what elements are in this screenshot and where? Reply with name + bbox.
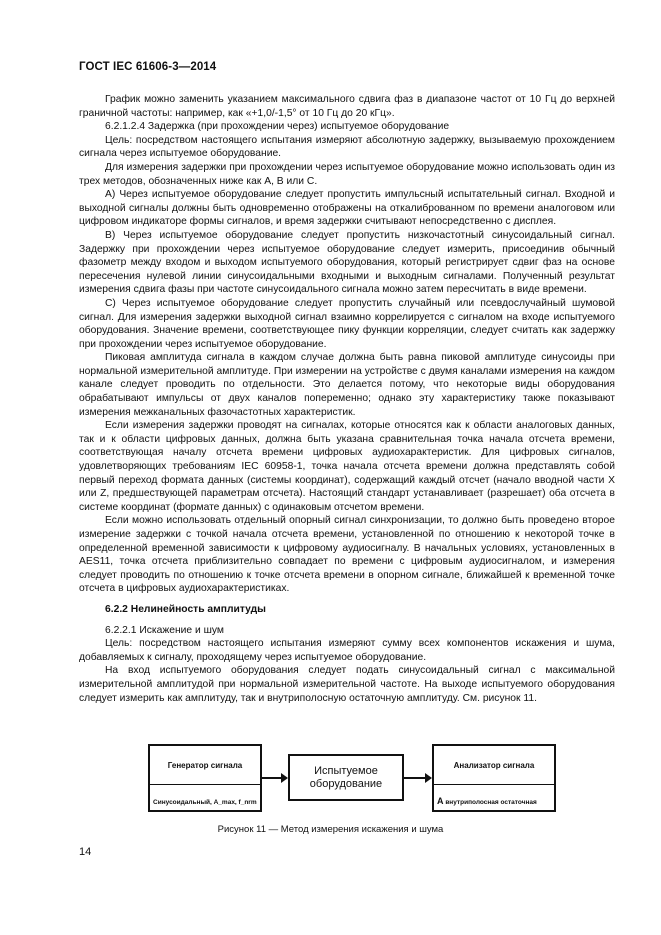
signal-generator-box — [148, 744, 262, 812]
paragraph: График можно заменить указанием максимального сдвига фаз в диапазоне частот от 10 Гц до верхней граничной частоты: например, как «+1,0/-1,5° от 10 Гц до 20 кГц». — [79, 94, 615, 119]
subsection-title: 6.2.2.1 Искажение и шум — [105, 624, 224, 636]
figure-caption: Рисунок 11 — Метод измерения искажения и шума — [217, 824, 444, 835]
paragraph: С) Через испытуемое оборудование следует пропустить случайный или псевдослучайный шумовой сигнал. Для измерения задержки выходной сигнал взаимно коррелируется с сигналом на входе испытуемого оборудования. Значение времени, соответствующее пику функции корреляции, следует считать как задержку при прохождении через испытуемое оборудование. — [79, 297, 615, 350]
section-heading: 6.2.2 Нелинейность амплитуды — [105, 603, 266, 615]
generator-output-label — [153, 799, 258, 806]
analyzer-measure-text: внутриполосная остаточная — [445, 799, 537, 806]
paragraph: Если измерения задержки проводят на сигналах, которые относятся как к области аналоговых данных, так и к области цифровых данных, должна быть указана сравнительная точка начала отсчета времени, соответствующая началу отсчета времени цифровых аудиохарактеристик. Для цифровых сигналов, удовлетворяющих требованиям IEC 60958-1, точка начала отсчета времени должна представлять собой первый переход формата данных (системы координат), содержащий каждый отсчет (начало вводной части X или Z, предшествующей параметрам отсчета). Настоящий стандарт устанавливает (разрешает) оба отсчета в системе координат (формате данных) с одинаковым отсчетом времени. — [79, 420, 615, 513]
paragraph: В) Через испытуемое оборудование следует пропустить низкочастотный синусоидальный сигнал. Задержку при прохождении через испытуемое оборудование следует измерить, присоединив обычный фазометр между входом и выходом испытуемого оборудования, который регистрирует сдвиг фаз на основе пересечения нулевой линии синусоидальными входными и выходным сигналами. Полученный результат измерения сдвига фазы при частоте синусоидального сигнала можно затем пересчитать в виде времени. — [79, 229, 615, 296]
analyzer-measure-symbol: A — [437, 796, 444, 806]
generator-output-text: Синусоидальный, — [153, 799, 212, 806]
generator-output-params: A_max, f_nrm — [213, 799, 257, 806]
paragraph: На вход испытуемого оборудования следует подать синусоидальный сигнал с максимальной измерительной амплитудой при нормальной измерительной частоте. На выходе испытуемого оборудования следует измерить как амплитуду, так и внутриполосную остаточную амплитуду. См. рисунок 11. — [79, 665, 615, 704]
page-number: 14 — [79, 846, 92, 858]
document-header: ГОСТ IEC 61606-3—2014 — [79, 61, 217, 73]
body-text — [79, 93, 615, 705]
paragraph: 6.2.1.2.4 Задержка (при прохождении через) испытуемое оборудование — [105, 121, 450, 133]
signal-analyzer-box — [432, 744, 556, 812]
signal-generator-title: Генератор сигнала — [150, 746, 260, 785]
analyzer-measure-label — [437, 796, 552, 806]
device-under-test-box: Испытуемое оборудование — [288, 754, 404, 801]
signal-analyzer-title: Анализатор сигнала — [434, 746, 554, 785]
paragraph: Цель: посредством настоящего испытания измеряют сумму всех компонентов искажения и шума, добавляемых к сигналу, проходящему через испытуемое оборудование. — [79, 638, 615, 663]
arrow-generator-to-dut — [262, 777, 286, 779]
paragraph: А) Через испытуемое оборудование следует пропустить импульсный испытательный сигнал. Входной и выходной сигналы должны быть одновременно отображены на откалиброванном по времени аналоговом или цифровом индикаторе формы сигналов, и время задержки считывают непосредственно с дисплея. — [79, 189, 615, 228]
paragraph: Для измерения задержки при прохождении через испытуемое оборудование можно использовать один из трех методов, обозначенных ниже как А, В или С. — [79, 161, 615, 187]
paragraph: Пиковая амплитуда сигнала в каждом случае должна быть равна пиковой амплитуде синусоиды при нормальной измерительной амплитуде. При измерении на устройстве с двумя каналами измерения на каждом канале следует проводить по отдельности. Это делается потому, что некоторые виды оборудования обрабатывают импульсы от двух каналов попеременно; однако эту характеристику также показывают измерения межканальных фазочастотных характеристик. — [79, 352, 615, 418]
figure-11-diagram — [148, 744, 558, 812]
paragraph: Цель: посредством настоящего испытания измеряют абсолютную задержку, вызываемую прохождением сигнала через испытуемое оборудование. — [79, 134, 615, 160]
paragraph: Если можно использовать отдельный опорный сигнал синхронизации, то должно быть проведено второе измерение задержки с точкой начала отсчета времени, установленной по отношению к некоторой точке в определенной временной зависимости к цифровому аудиосигналу. В начальных условиях, установленных в AES11, точка отсчета приблизительно совпадает по времени с цифровым аудиосигналом, и измерения следует проводить по отношению к точке отсчета времени в опорном сигнале, ближайшей к временной точке отсчета в цифровых аудиохарактеристиках. — [79, 515, 615, 595]
arrow-dut-to-analyzer — [404, 777, 430, 779]
